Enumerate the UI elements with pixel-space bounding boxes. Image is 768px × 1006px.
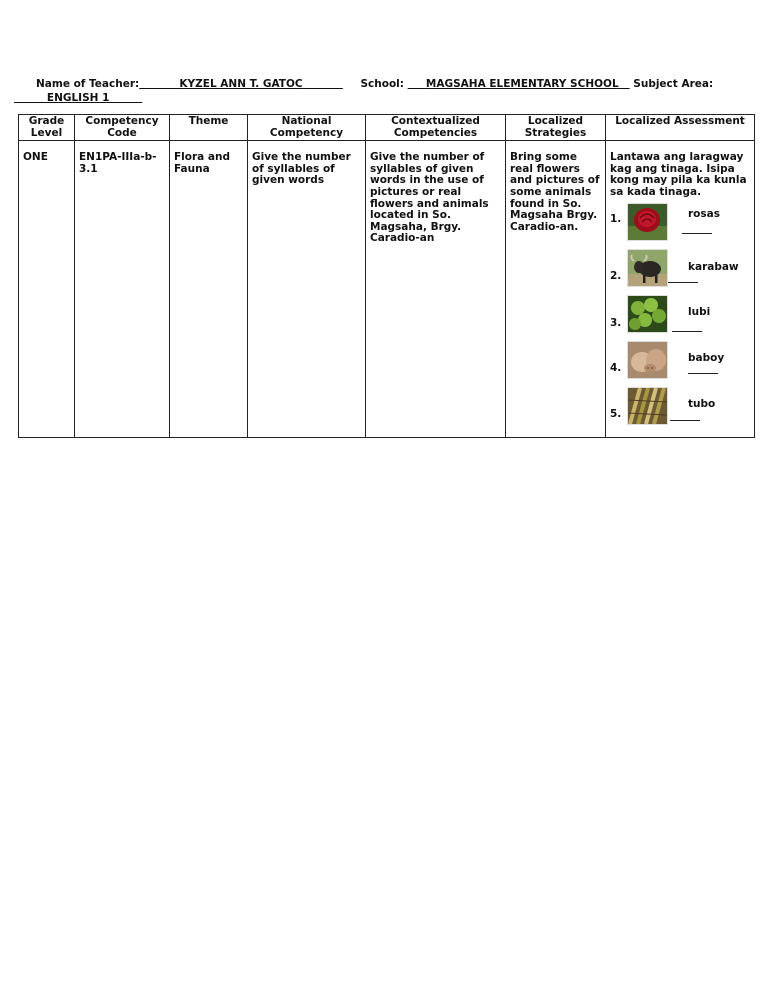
- teacher-name-field: KYZEL ANN T. GATOC: [179, 78, 303, 90]
- assessment-instruction: Lantawa ang laragway kag ang tinaga. Isipa kong may pila ka kunla sa kada tinaga.: [610, 151, 747, 198]
- item-word: baboy: [688, 351, 725, 364]
- item-word: lubi: [688, 305, 711, 318]
- item-number: 2.: [610, 269, 622, 282]
- col-header-theme: Theme: [170, 115, 248, 141]
- item-word: karabaw: [688, 260, 739, 273]
- col-header-contextualized-competencies: Contextualized Competencies: [366, 115, 506, 141]
- document-header: [14, 77, 754, 105]
- rose-flower-icon: [627, 203, 668, 241]
- assessment-item: [610, 249, 750, 295]
- teacher-label: Name of Teacher:: [36, 78, 140, 90]
- answer-blank: [668, 272, 698, 283]
- col-header-localized-assessment: Localized Assessment: [606, 115, 755, 141]
- assessment-item: [610, 203, 750, 249]
- coconuts-icon: [627, 295, 668, 333]
- table-row: [19, 141, 755, 437]
- col-header-national-competency: National Competency: [248, 115, 366, 141]
- cell-contextualized-competencies: Give the number of syllables of given words in the use of pictures or real flowers and animals located in So. Magsaha, Brgy. Caradio-an: [366, 141, 506, 437]
- cell-national-competency: Give the number of syllables of given words: [248, 141, 366, 437]
- pig-icon: [627, 341, 668, 379]
- answer-blank: [670, 410, 700, 421]
- answer-blank: [688, 363, 718, 374]
- assessment-item: [610, 387, 750, 433]
- header-line-1: [14, 77, 754, 91]
- cell-localized-strategies: Bring some real flowers and pictures of some animals found in So. Magsaha Brgy. Caradio-an.: [506, 141, 606, 437]
- assessment-item: [610, 341, 750, 387]
- col-header-grade-level: Grade Level: [19, 115, 75, 141]
- assessment-item: [610, 295, 750, 341]
- subject-label: Subject Area:: [633, 78, 714, 90]
- item-number: 4.: [610, 361, 622, 374]
- header-line-2: [14, 91, 754, 105]
- subject-name-field: ENGLISH 1: [46, 92, 110, 104]
- col-header-competency-code: Competency Code: [75, 115, 170, 141]
- lesson-plan-table: [18, 114, 755, 438]
- table-header-row: [19, 115, 755, 141]
- cell-grade-level: ONE: [19, 141, 75, 437]
- item-word: tubo: [688, 397, 716, 410]
- carabao-icon: [627, 249, 668, 287]
- cell-localized-assessment: [606, 141, 755, 437]
- item-number: 3.: [610, 316, 622, 329]
- answer-blank: [682, 223, 712, 234]
- item-number: 5.: [610, 407, 622, 420]
- sugarcane-icon: [627, 387, 668, 425]
- cell-theme: Flora and Fauna: [170, 141, 248, 437]
- item-number: 1.: [610, 212, 622, 225]
- item-word: rosas: [688, 207, 720, 220]
- school-label: School:: [360, 78, 404, 90]
- answer-blank: [672, 321, 702, 332]
- cell-competency-code: EN1PA-IIIa-b-3.1: [75, 141, 170, 437]
- school-name-field: MAGSAHA ELEMENTARY SCHOOL: [425, 78, 619, 90]
- col-header-localized-strategies: Localized Strategies: [506, 115, 606, 141]
